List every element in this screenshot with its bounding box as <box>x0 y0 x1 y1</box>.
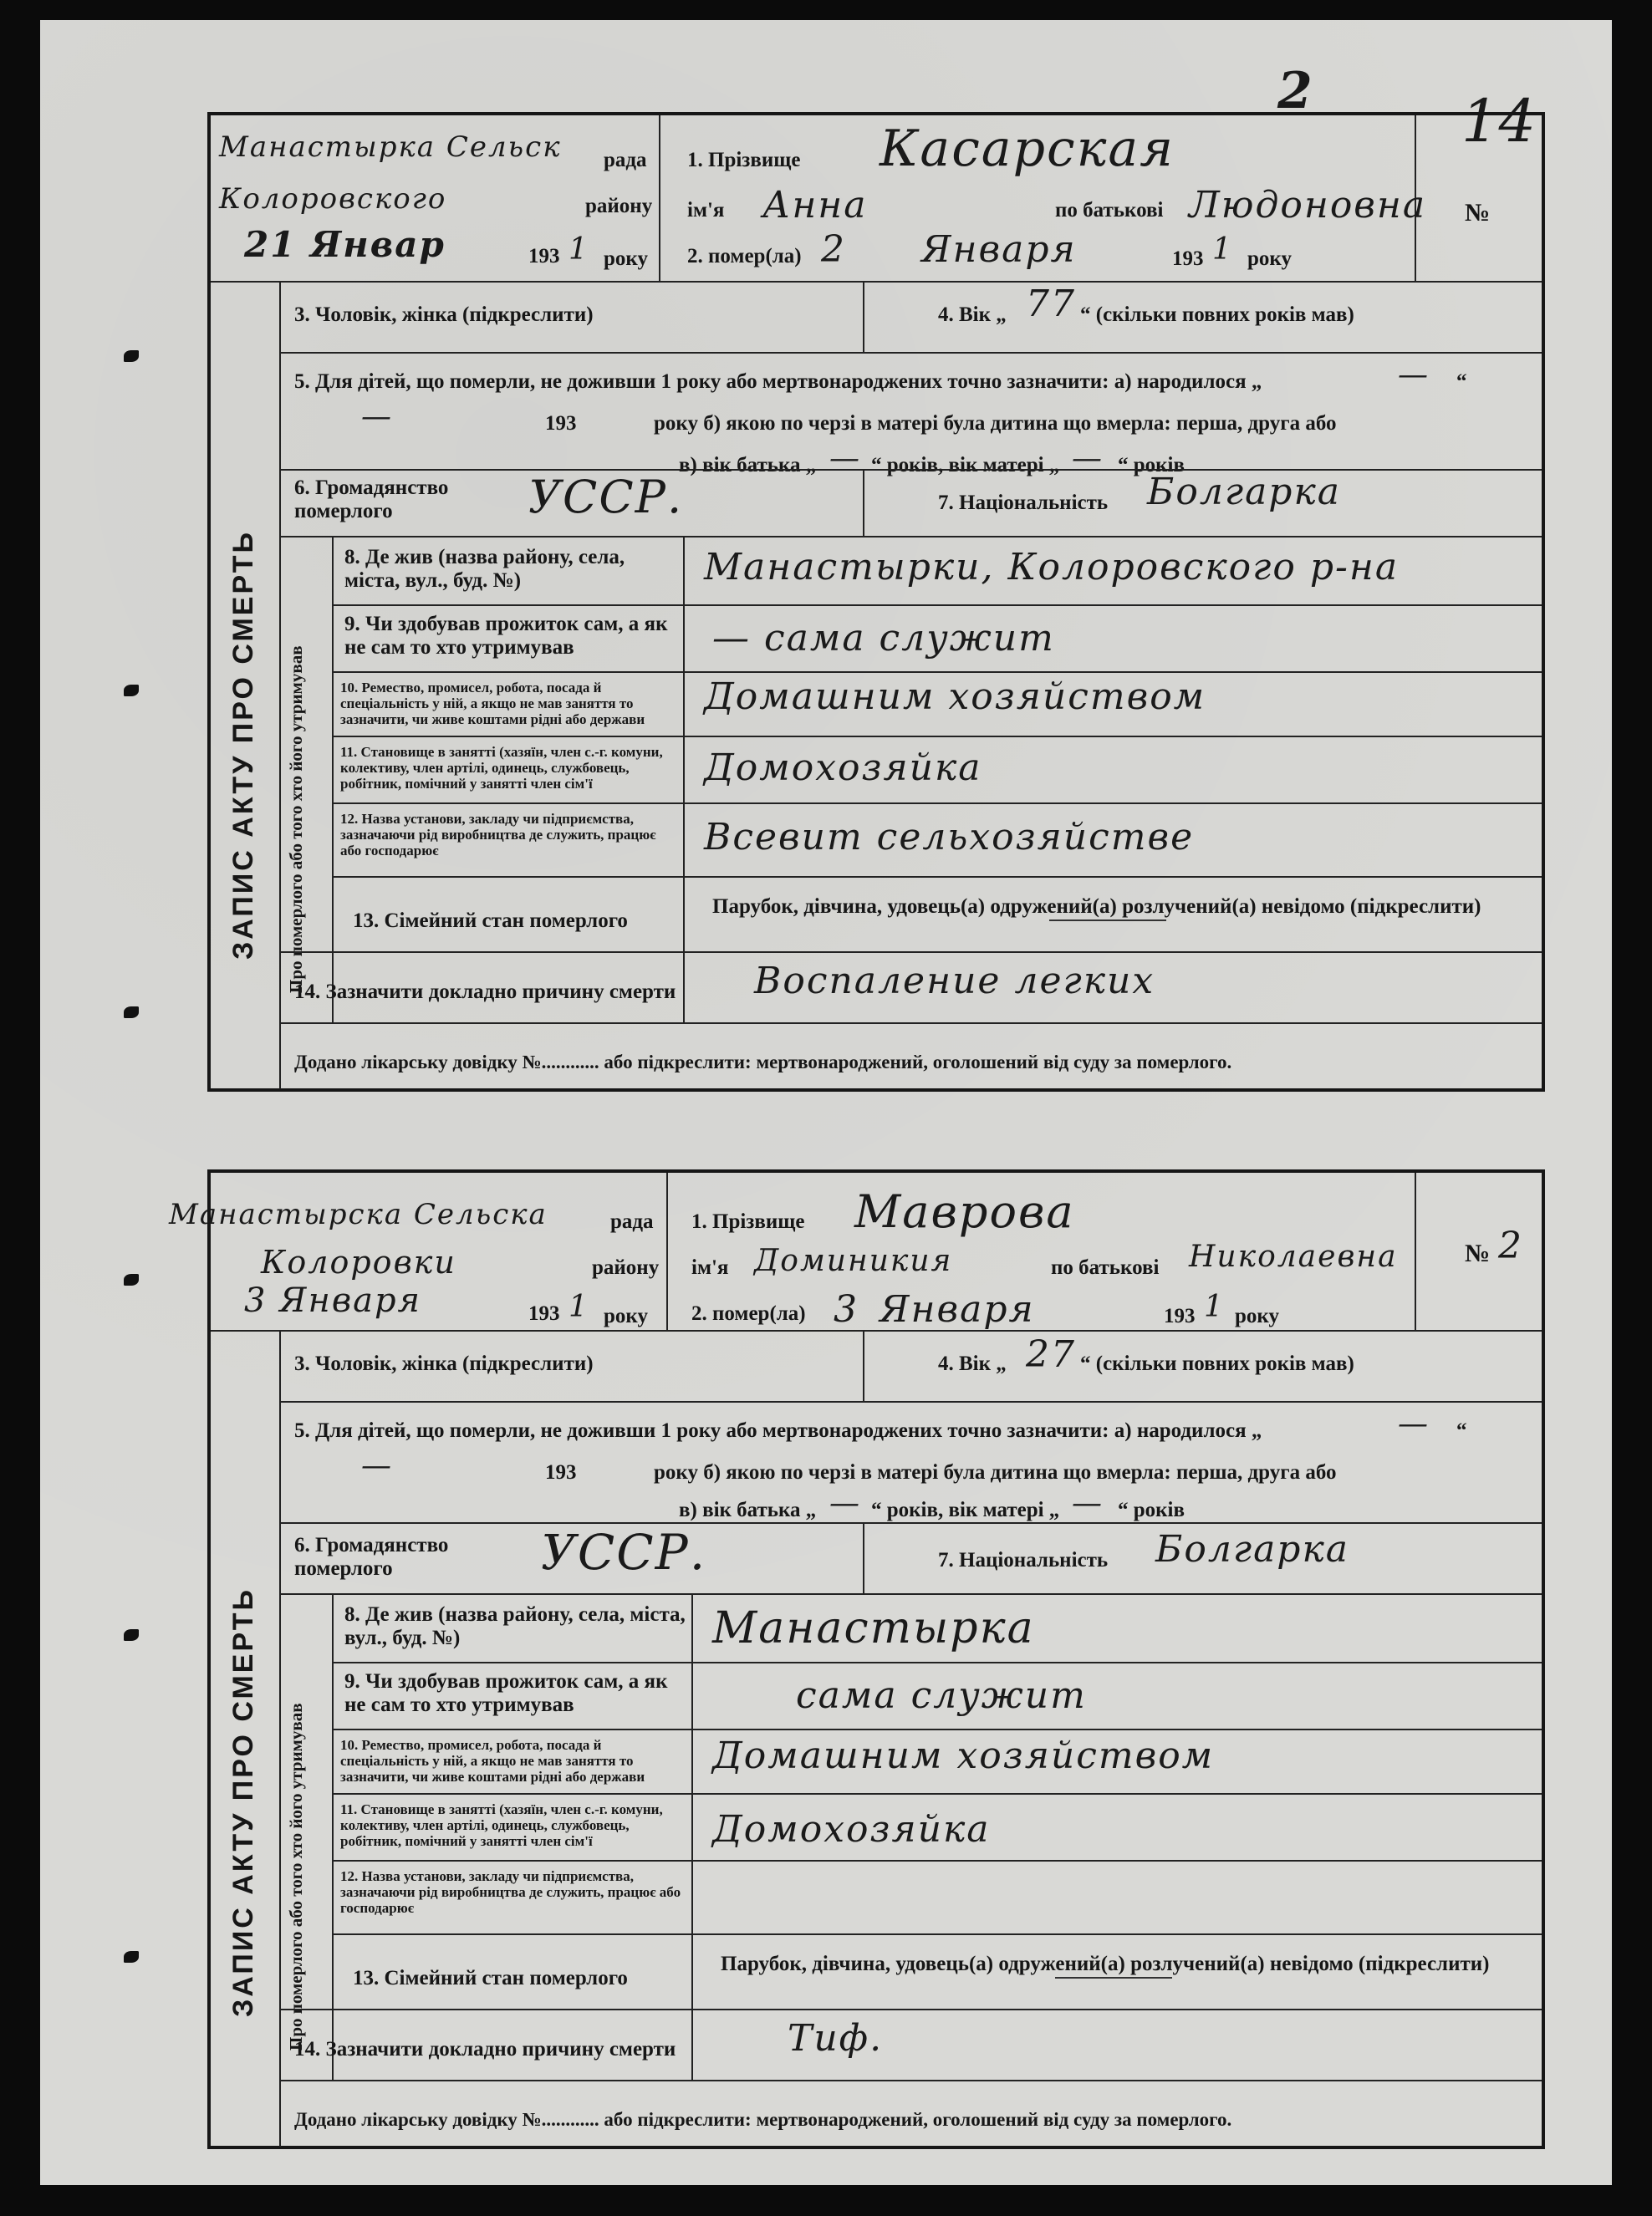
name-label: ім'я <box>691 1256 729 1279</box>
q11-label: 11. Становище в заняттi (хазяїн, член с.-г. комуни, колективу, член артілі, одинець, службовець, робітник, помічний у заняттi член сім'ї <box>340 744 663 792</box>
footer-note: Додано лікарську довідку №............ або підкреслити: мертвонароджений, оголошений від суду за померлого. <box>294 2109 1232 2130</box>
q6-label: 6. Громадянство померлого <box>294 1534 449 1580</box>
footer-note: Додано лікарську довідку №............ або підкреслити: мертвонароджений, оголошений від суду за померлого. <box>294 1052 1232 1072</box>
raion-handwritten: Колоровки <box>261 1244 456 1281</box>
punch-hole <box>124 685 139 696</box>
surname-handwritten: Маврова <box>854 1185 1075 1238</box>
died-month-handwritten: Января <box>880 1288 1035 1331</box>
side-label: Про померлого або того хто його утримував <box>286 645 306 993</box>
name-label: ім'я <box>687 199 725 222</box>
q12-employer-handwritten: Всевит сельхозяйстве <box>704 816 1195 858</box>
page-number-note: 2 <box>1277 62 1313 120</box>
q12-label: 12. Назва установи, закладу чи підприємства, зазначаючи рід виробництва де служить, працює або господарює <box>340 811 656 858</box>
punch-hole <box>124 1951 139 1963</box>
died-label: 2. помер(ла) <box>691 1302 806 1325</box>
registration-year: 193 <box>528 1302 560 1325</box>
q5-birth-dash: — <box>361 1449 393 1483</box>
q6-citizenship-handwritten: УССР. <box>528 471 684 523</box>
name-handwritten: Анна <box>762 184 868 227</box>
vertical-title: ЗАПИС АКТУ ПРО СМЕРТЬ <box>227 530 259 960</box>
q13-label: 13. Сімейний стан померлого <box>353 909 628 932</box>
q14-label: 14. Зазначити докладно причину смерти <box>294 2038 676 2061</box>
document-page <box>40 20 1612 2185</box>
q14-cause-handwritten: Воспаление легких <box>754 960 1155 1002</box>
rada-handwritten: Манастырска Сельска <box>169 1198 548 1231</box>
death-record-2: Манастырска Сельска рада Колоровки району 3 Января 193 1 року 1. Прізвище Маврова ім'я Доминикия по батькові Николаевна 2. помер(ла) 3 Января 193 1 року № 2 ЗАПИС АКТУ ПРО СМЕРТЬ 3. Чоловік, жінка (підкреслити) 4. Вік „ 27 “ (скільки повних років мав) 5. Для дітей, що померли, не доживши 1 року або мертвонароджених точно зазначити: а) народилося „ — “ — 193 року б) якою по черзі в матері була дитина що вмерла: перша, друга або в) вік батька „ — “ років, вік матері „ — “ років 6. Громадянство померлого УССР. 7. Національність Болгарка Про померлого або того хто його утримував 8. Де жив (назва району, села, міста, вул., буд. №) Манастырка 9. Чи здобував прожиток сам, а як не сам то хто утримував сама служит 10. Ремество, промисел, робота, посада й спеціальність у ній, а якщо не мав заняття то зазначити, чи живе коштами рідні або держави Домашним хозяйством 11. Становище в заняттi (хазяїн, член с.-г. комуни, колективу, член артілі, одинець, службовець, робітник, помічний у заняттi член сім'ї Домохозяйка 12. Назва установи, закладу чи підприємства, зазначаючи рід виробництва де служить, працює або господарює 13. Сімейний стан померлого Парубок, дівчина, удовець(а) одружений(а) розлучений(а) невідомо (підкреслити) 14. Зазначити докладно причину смерти Тиф. Додано лікарську довідку №............ або підкреслити: мертвонароджений, оголошений від суду за померлого. <box>207 1169 1545 2149</box>
q14-cause-handwritten: Тиф. <box>788 2017 884 2060</box>
raion-label: району <box>592 1256 660 1279</box>
punch-hole <box>124 1274 139 1286</box>
registration-date-handwritten: 21 Январ <box>244 224 446 265</box>
registration-year: 193 <box>528 245 560 267</box>
name-handwritten: Доминикия <box>754 1244 953 1278</box>
q7-label: 7. Національність <box>938 1549 1109 1572</box>
q8-residence-handwritten: Манастырка <box>712 1603 1035 1653</box>
q5-line1: 5. Для дітей, що померли, не доживши 1 року або мертвонароджених точно зазначити: а) народилося „ <box>294 1419 1262 1442</box>
punch-hole <box>124 1629 139 1641</box>
q10-label: 10. Ремество, промисел, робота, посада й спеціальність у ній, а якщо не мав заняття то зазначити, чи живе коштами рідні або держави <box>340 680 645 727</box>
q11-status-handwritten: Домохозяйка <box>704 746 982 789</box>
patronymic-handwritten: Николаевна <box>1189 1240 1398 1274</box>
q9-label: 9. Чи здобував прожиток сам, а як не сам то хто утримував <box>344 613 668 659</box>
q3-sex: 3. Чоловік, жінка (підкреслити) <box>294 1353 594 1375</box>
punch-hole <box>124 1006 139 1018</box>
q7-nationality-handwritten: Болгарка <box>1147 471 1341 513</box>
q4-label: 4. Вік „ <box>938 303 1007 326</box>
raion-label: району <box>585 195 653 217</box>
q5-birth-dash: — <box>361 400 393 434</box>
record-number-handwritten: 2 <box>1498 1225 1523 1267</box>
q4-age-handwritten: 27 <box>1026 1333 1076 1376</box>
q11-label: 11. Становище в заняттi (хазяїн, член с.-г. комуни, колективу, член артілі, одинець, службовець, робітник, помічний у заняттi член сім'ї <box>340 1801 663 1849</box>
record-number-label: № <box>1465 199 1491 227</box>
q9-support-handwritten: сама служит <box>796 1674 1087 1717</box>
q3-sex: 3. Чоловік, жінка (підкреслити) <box>294 303 594 326</box>
q8-label: 8. Де жив (назва району, села, міста, вул., буд. №) <box>344 546 625 592</box>
q9-label: 9. Чи здобував прожиток сам, а як не сам то хто утримував <box>344 1670 668 1716</box>
died-day-handwritten: 3 <box>834 1288 859 1331</box>
rada-label: рада <box>604 149 647 171</box>
q7-nationality-handwritten: Болгарка <box>1155 1528 1349 1571</box>
vertical-title: ЗАПИС АКТУ ПРО СМЕРТЬ <box>227 1587 259 2017</box>
q4-label: 4. Вік „ <box>938 1353 1007 1375</box>
patronymic-label: по батькові <box>1055 199 1164 222</box>
q11-status-handwritten: Домохозяйка <box>712 1808 991 1851</box>
rada-label: рада <box>610 1210 654 1233</box>
q10-occupation-handwritten: Домашним хозяйством <box>712 1735 1215 1777</box>
died-label: 2. помер(ла) <box>687 245 802 267</box>
sheet-number: 14 <box>1461 87 1537 155</box>
patronymic-label: по батькові <box>1051 1256 1160 1279</box>
q7-label: 7. Національність <box>938 492 1109 514</box>
q8-residence-handwritten: Манастырки, Колоровского р-на <box>704 546 1400 588</box>
record-number-label: № <box>1465 1240 1491 1267</box>
q8-label: 8. Де жив (назва району, села, міста, вул., буд. №) <box>344 1603 686 1649</box>
q6-label: 6. Громадянство померлого <box>294 476 449 522</box>
died-month-handwritten: Января <box>921 228 1077 271</box>
q4-age-handwritten: 77 <box>1026 283 1076 325</box>
punch-hole <box>124 350 139 362</box>
died-day-handwritten: 2 <box>821 228 846 271</box>
q6-citizenship-handwritten: УССР. <box>541 1524 707 1581</box>
q13-options: Парубок, дівчина, удовець(а) одружений(а) розлучений(а) невідомо (підкреслити) <box>721 1953 1490 1975</box>
q9-support-handwritten: — сама служит <box>712 617 1055 660</box>
q13-options: Парубок, дівчина, удовець(а) одружений(а) розлучений(а) невідомо (підкреслити) <box>712 895 1481 918</box>
surname-handwritten: Касарская <box>880 120 1175 178</box>
q10-occupation-handwritten: Домашним хозяйством <box>704 675 1206 718</box>
q14-label: 14. Зазначити докладно причину смерти <box>294 981 676 1003</box>
rada-handwritten: Манастырка Сельск <box>219 130 562 164</box>
registration-date-handwritten: 3 Января <box>244 1281 422 1320</box>
surname-label: 1. Прізвище <box>691 1210 805 1233</box>
side-label: Про померлого або того хто його утримував <box>286 1703 306 2050</box>
raion-handwritten: Колоровского <box>219 182 447 216</box>
surname-label: 1. Прізвище <box>687 149 801 171</box>
death-record-1: Манастырка Сельск рада Колоровского району 21 Январ 193 1 року 1. Прізвище Касарская ім'я Анна по батькові Людоновна 2. помер(ла) 2 Января 193 1 року № ЗАПИС АКТУ ПРО СМЕРТЬ 3. Чоловік, жінка (підкреслити) 4. Вік „ 77 “ (скільки повних років мав) 5. Для дітей, що померли, не доживши 1 року або мертвонароджених точно зазначити: а) народилося „ — “ — 193 року б) якою по черзі в матері була дитина що вмерла: перша, друга або в) вік батька „ — “ років, вік матері „ — “ років 6. Громадянство померлого УССР. 7. Національність Болгарка Про померлого або того хто його утримував 8. Де жив (назва району, села, міста, вул., буд. №) Манастырки, Колоровского р-на 9. Чи здобував прожиток сам, а як не сам то хто утримував — сама служит 10. Ремество, промисел, робота, посада й спеціальність у ній, а якщо не мав заняття то зазначити, чи живе коштами рідні або держави Домашним хозяйством 11. Становище в заняттi (хазяїн, член с.-г. комуни, колективу, член артілі, одинець, службовець, робітник, помічний у заняттi член сім'ї Домохозяйка 12. Назва установи, закладу чи підприємства, зазначаючи рід виробництва де служить, працює або господарює Всевит сельхозяйстве 13. Сімейний стан померлого Парубок, дівчина, удовець(а) одружений(а) розлучений(а) невідомо (підкреслити) 14. Зазначити докладно причину смерти Воспаление легких Додано лікарську довідку №............ або підкреслити: мертвонароджений, оголошений від суду за померлого. <box>207 112 1545 1092</box>
q10-label: 10. Ремество, промисел, робота, посада й спеціальність у ній, а якщо не мав заняття то зазначити, чи живе коштами рідні або держави <box>340 1737 645 1785</box>
patronymic-handwritten: Людоновна <box>1189 184 1427 227</box>
q12-label: 12. Назва установи, закладу чи підприємства, зазначаючи рід виробництва де служить, працює або господарює <box>340 1868 681 1916</box>
q5-line1: 5. Для дітей, що померли, не доживши 1 року або мертвонароджених точно зазначити: а) народилося „ <box>294 370 1262 393</box>
q13-label: 13. Сімейний стан померлого <box>353 1967 628 1989</box>
